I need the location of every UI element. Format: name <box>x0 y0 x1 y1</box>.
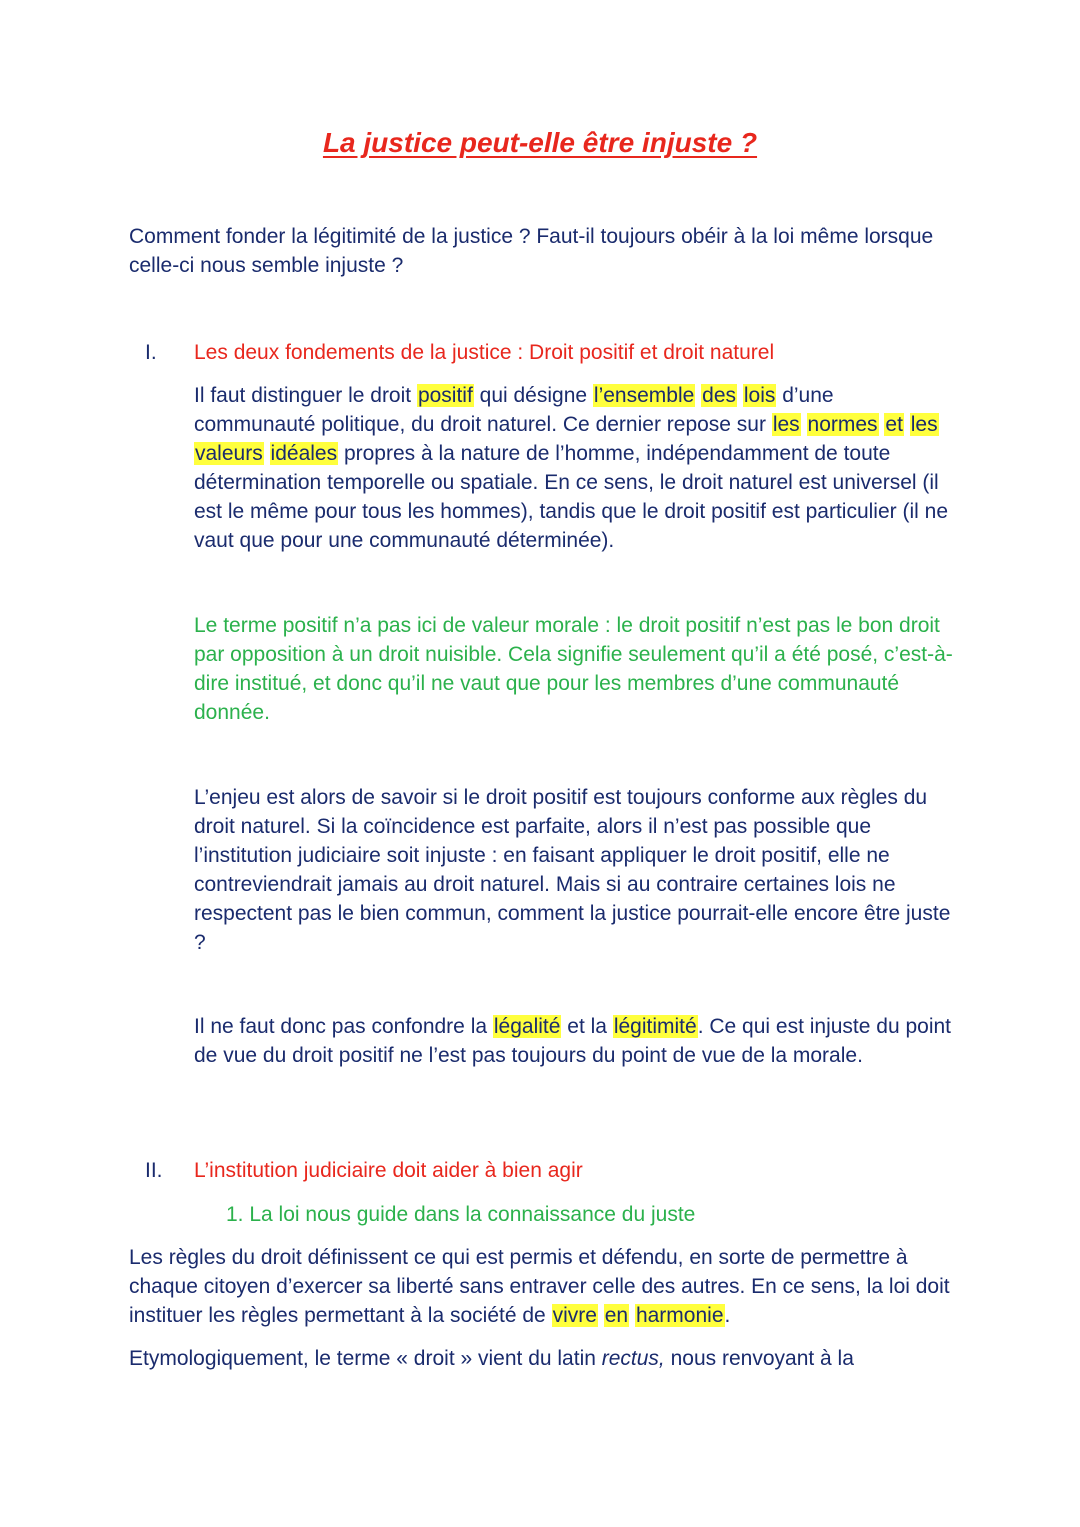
section-1-number: I. <box>145 341 157 364</box>
section-2-title: L’institution judiciaire doit aider à bien agir <box>194 1159 583 1182</box>
highlight: légalité <box>493 1015 561 1038</box>
text-run <box>264 442 270 465</box>
section-2-subheading-1: 1. La loi nous guide dans la connaissance du juste <box>226 1203 696 1226</box>
text-run <box>598 1304 604 1327</box>
highlight: en <box>604 1304 629 1327</box>
intro-paragraph: Comment fonder la légitimité de la justice ? Faut-il toujours obéir à la loi même lorsque celle-ci nous semble injuste ? <box>129 225 934 277</box>
section-1-title: Les deux fondements de la justice : Droit positif et droit naturel <box>194 341 775 364</box>
highlight: les <box>772 413 800 436</box>
text-run: . <box>724 1304 731 1327</box>
text-run: Il faut distinguer le droit <box>194 384 417 407</box>
section-1-paragraph-2: L’enjeu est alors de savoir si le droit positif est toujours conforme aux règles du droit naturel. Si la coïncidence est parfaite, alors il n’est pas possible que l’institution judiciaire soit injuste : en faisant appliquer le droit positif, elle ne contreviendrait jamais au droit naturel. Mais si au contraire certaines lois ne respectent pas le bien commun, comment la justice pourrait-elle encore être juste ? <box>194 786 951 954</box>
highlight: des <box>702 384 736 407</box>
highlight: l’ensemble <box>593 384 695 407</box>
highlight: normes <box>807 413 878 436</box>
highlight: valeurs <box>195 442 263 465</box>
section-2-number: II. <box>145 1159 163 1182</box>
section-2-paragraph-2 <box>129 1344 959 1373</box>
text-run: d’une communauté politique, du droit naturel. Ce dernier repose sur <box>194 384 834 436</box>
text-run: nous renvoyant à la <box>664 1347 854 1370</box>
latin-term: rectus, <box>601 1347 665 1370</box>
highlight: lois <box>743 384 776 407</box>
highlight: les <box>910 413 938 436</box>
document-title: La justice peut-elle être injuste ? <box>322 127 758 158</box>
text-run <box>737 384 743 407</box>
text-run: Il ne faut donc pas confondre la <box>194 1015 493 1038</box>
text-run: Etymologiquement, le terme « droit » vient du latin <box>129 1347 602 1370</box>
highlight: harmonie <box>635 1304 724 1327</box>
highlight: légitimité <box>613 1015 697 1038</box>
text-run: et la <box>561 1015 613 1038</box>
highlight: positif <box>417 384 473 407</box>
highlight: et <box>885 413 903 436</box>
section-2-paragraph-1 <box>129 1243 959 1330</box>
highlight: vivre <box>552 1304 597 1327</box>
text-run <box>904 413 910 436</box>
text-run: qui désigne <box>473 384 593 407</box>
section-1-paragraph-1 <box>194 381 959 555</box>
text-run: . Ce qui est injuste du point de vue du droit positif ne l’est pas toujours du point de vue de la morale. <box>194 1015 952 1067</box>
section-1-paragraph-3 <box>194 1012 959 1070</box>
highlight: idéales <box>270 442 338 465</box>
text-run: Les règles du droit définissent ce qui est permis et défendu, en sorte de permettre à chaque citoyen d’exercer sa liberté sans entraver celle des autres. En ce sens, la loi doit instituer les règles permettant à la société de <box>129 1246 950 1327</box>
text-run: propres à la nature de l’homme, indépendamment de toute détermination temporelle ou spatiale. En ce sens, le droit naturel est universel (il est le même pour tous les hommes), tandis que le droit positif est particulier (il ne vaut que pour une communauté déterminée). <box>194 442 949 552</box>
section-1-note: Le terme positif n’a pas ici de valeur morale : le droit positif n’est pas le bon droit par opposition à un droit nuisible. Cela signifie seulement qu’il a été posé, c’est-à-dire institué, et donc qu’il ne vaut que pour les membres d’une communauté donnée. <box>194 614 953 724</box>
text-run <box>801 413 807 436</box>
